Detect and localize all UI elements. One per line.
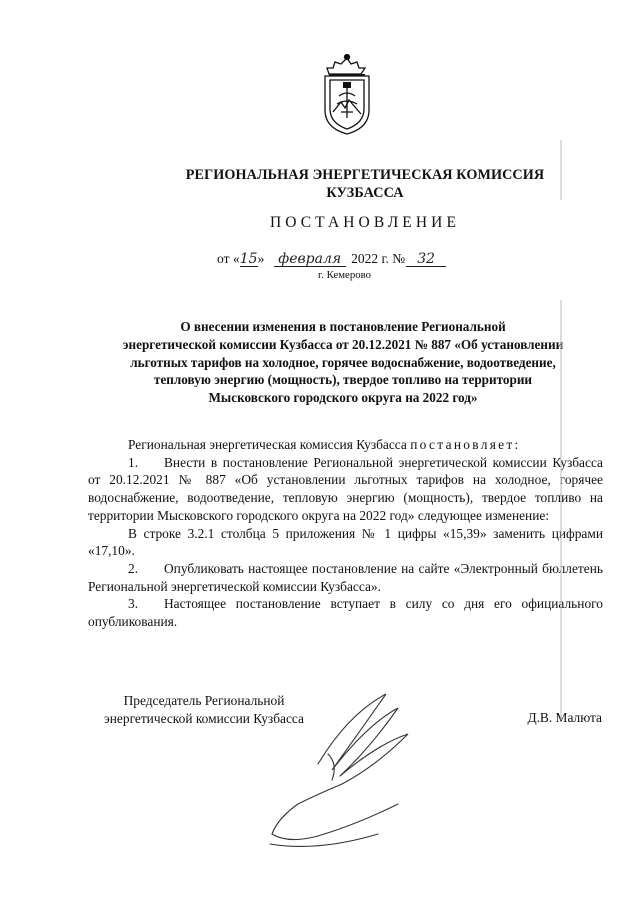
document-number: 32 (406, 252, 446, 267)
date-prefix: от « (217, 251, 240, 266)
title-line2: энергетической комиссии Кузбасса от 20.12.2021 № 887 «Об установлении (122, 336, 564, 352)
document-title (90, 318, 596, 407)
title-line1: О внесении изменения в постановление Региональной (180, 319, 506, 334)
intro-paragraph (88, 436, 603, 454)
date-month: февраля (274, 252, 346, 267)
date-mid: » (257, 251, 265, 266)
item-3-text: Настоящее постановление вступает в силу со дня его официального опубликования. (88, 596, 603, 630)
item-1-detail: В строке 3.2.1 столбца 5 приложения № 1 цифры «15,39» заменить цифрами «17,10». (88, 525, 603, 559)
title-line5: Мысковского городского округа на 2022 год» (208, 390, 478, 406)
resolution-word: постановляет: (410, 437, 521, 452)
title-line4: тепловую энергию (мощность), твердое топливо на территории (153, 372, 533, 388)
title-line3: льготных тарифов на холодное, горячее водоснабжение, водоотведение, (130, 354, 556, 370)
item-2 (88, 560, 603, 595)
date-year: 2022 г. № (351, 251, 406, 266)
item-1-number: 1. (128, 454, 139, 470)
signer-name: Д.В. Малюта (527, 710, 602, 725)
item-3-number: 3. (128, 596, 139, 612)
scan-fold-line (560, 0, 562, 905)
item-1-text: Внести в постановление Региональной энергетической комиссии Кузбасса от 20.12.2021 № 887 «Об установлении льготных тарифов на холодное, горячее водоснабжение, водоотведение, тепловую энергию (мощность), твердое топливо на территории Мысковского городского округа на 2022 год» следующее изменение: (88, 454, 603, 523)
item-2-text: Опубликовать настоящее постановление на сайте «Электронный бюллетень Региональной энергетической комиссии Кузбасса». (88, 560, 603, 594)
item-3 (88, 595, 603, 630)
agency-name-line1: РЕГИОНАЛЬНАЯ ЭНЕРГЕТИЧЕСКАЯ КОМИССИЯ (185, 167, 545, 183)
signer-title-line2: энергетической комиссии Кузбасса (104, 710, 304, 726)
agency-name (110, 166, 620, 202)
document-body (88, 436, 603, 631)
agency-name-line2: КУЗБАССА (326, 185, 404, 201)
handwritten-signature (258, 684, 428, 854)
document-type: ПОСТАНОВЛЕНИЕ (269, 214, 461, 231)
date-day: 15 (239, 251, 258, 267)
city: г. Кемерово (318, 269, 372, 281)
signer-title-line1: Председатель Региональной (123, 693, 285, 708)
item-1 (88, 454, 603, 525)
date-line (217, 251, 446, 271)
kuzbass-coat-of-arms-icon (315, 52, 379, 136)
intro-text: Региональная энергетическая комиссия Кузбасса (128, 437, 411, 452)
item-2-number: 2. (128, 560, 139, 576)
